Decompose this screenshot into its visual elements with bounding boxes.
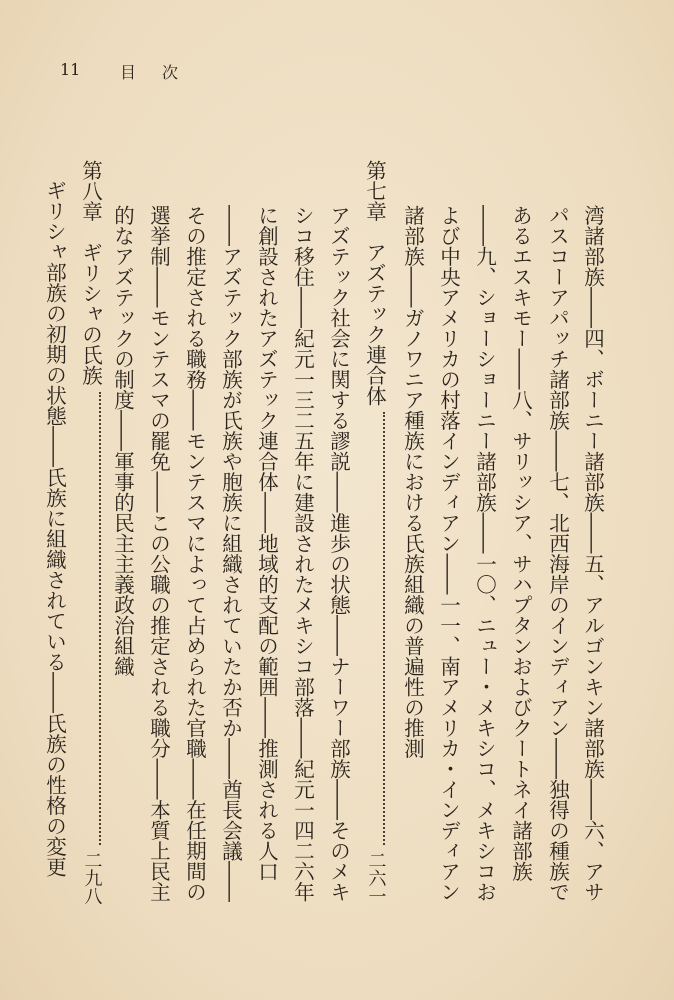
chapter-7-line-7: 的なアズテックの制度――軍事的民主主義政治組織 [110, 205, 135, 677]
chapter-7-line-3: に創設されたアズテック連合体――地域的支配の範囲――推測される人口 [254, 205, 279, 882]
chapter-7-page: 二六一 [365, 851, 387, 905]
body-line-4: ――九、ショーショーニー諸部族――一〇、ニュー・メキシコ、メキシコお [472, 205, 497, 902]
body-line-3: あるエスキモー――八、サリッシア、サハプタンおよびクートネイ諸部族 [508, 205, 533, 882]
body-line-1: 湾諸部族――四、ボーニー諸部族――五、アルゴンキン諸部族――六、アサ [580, 205, 605, 902]
chapter-7-line-2: シコ移住――紀元一三二五年に建設されたメキシコ部落――紀元一四二六年 [290, 205, 315, 902]
chapter-8-title: 第八章 ギリシャの氏族 [78, 160, 103, 386]
chapter-7-line-1: アズテック社会に関する謬説――進歩の状態――ナーワー部族――そのメキ [326, 205, 351, 902]
chapter-8-page: 二九八 [81, 851, 103, 905]
chapter-8-heading [80, 160, 101, 905]
body-line-2: パスコーアパッチ諸部族――七、北西海岸のインディアン――独得の種族で [545, 205, 570, 902]
dot-leader [99, 392, 101, 846]
chapter-8-line-1: ギリシャ部族の初期の状態――氏族に組織されている――氏族の性格の変更 [42, 180, 67, 877]
chapter-7-line-6: 選挙制――モンテスマの罷免――この公職の推定される職分――本質上民主 [146, 205, 171, 902]
body-line-5: よび中央アメリカの村落インディアン――一一、南アメリカ・インディアン [436, 205, 461, 902]
chapter-7-line-5: その推定される職務――モンテスマによって占められた官職――在任期間の [182, 205, 207, 902]
body-line-6: 諸部族――ガノワニア種族における氏族組織の普遍性の推測 [400, 205, 425, 759]
chapter-7-line-4: ――アズテック部族が氏族や胞族に組織されていたか否か――酋長会議―― [218, 205, 243, 902]
chapter-7-title: 第七章 アズテック連合体 [362, 160, 387, 406]
chapter-7-heading [364, 160, 385, 905]
page-title: 目次 [120, 63, 205, 82]
page-number: 11 [60, 60, 81, 79]
dot-leader [383, 412, 385, 845]
